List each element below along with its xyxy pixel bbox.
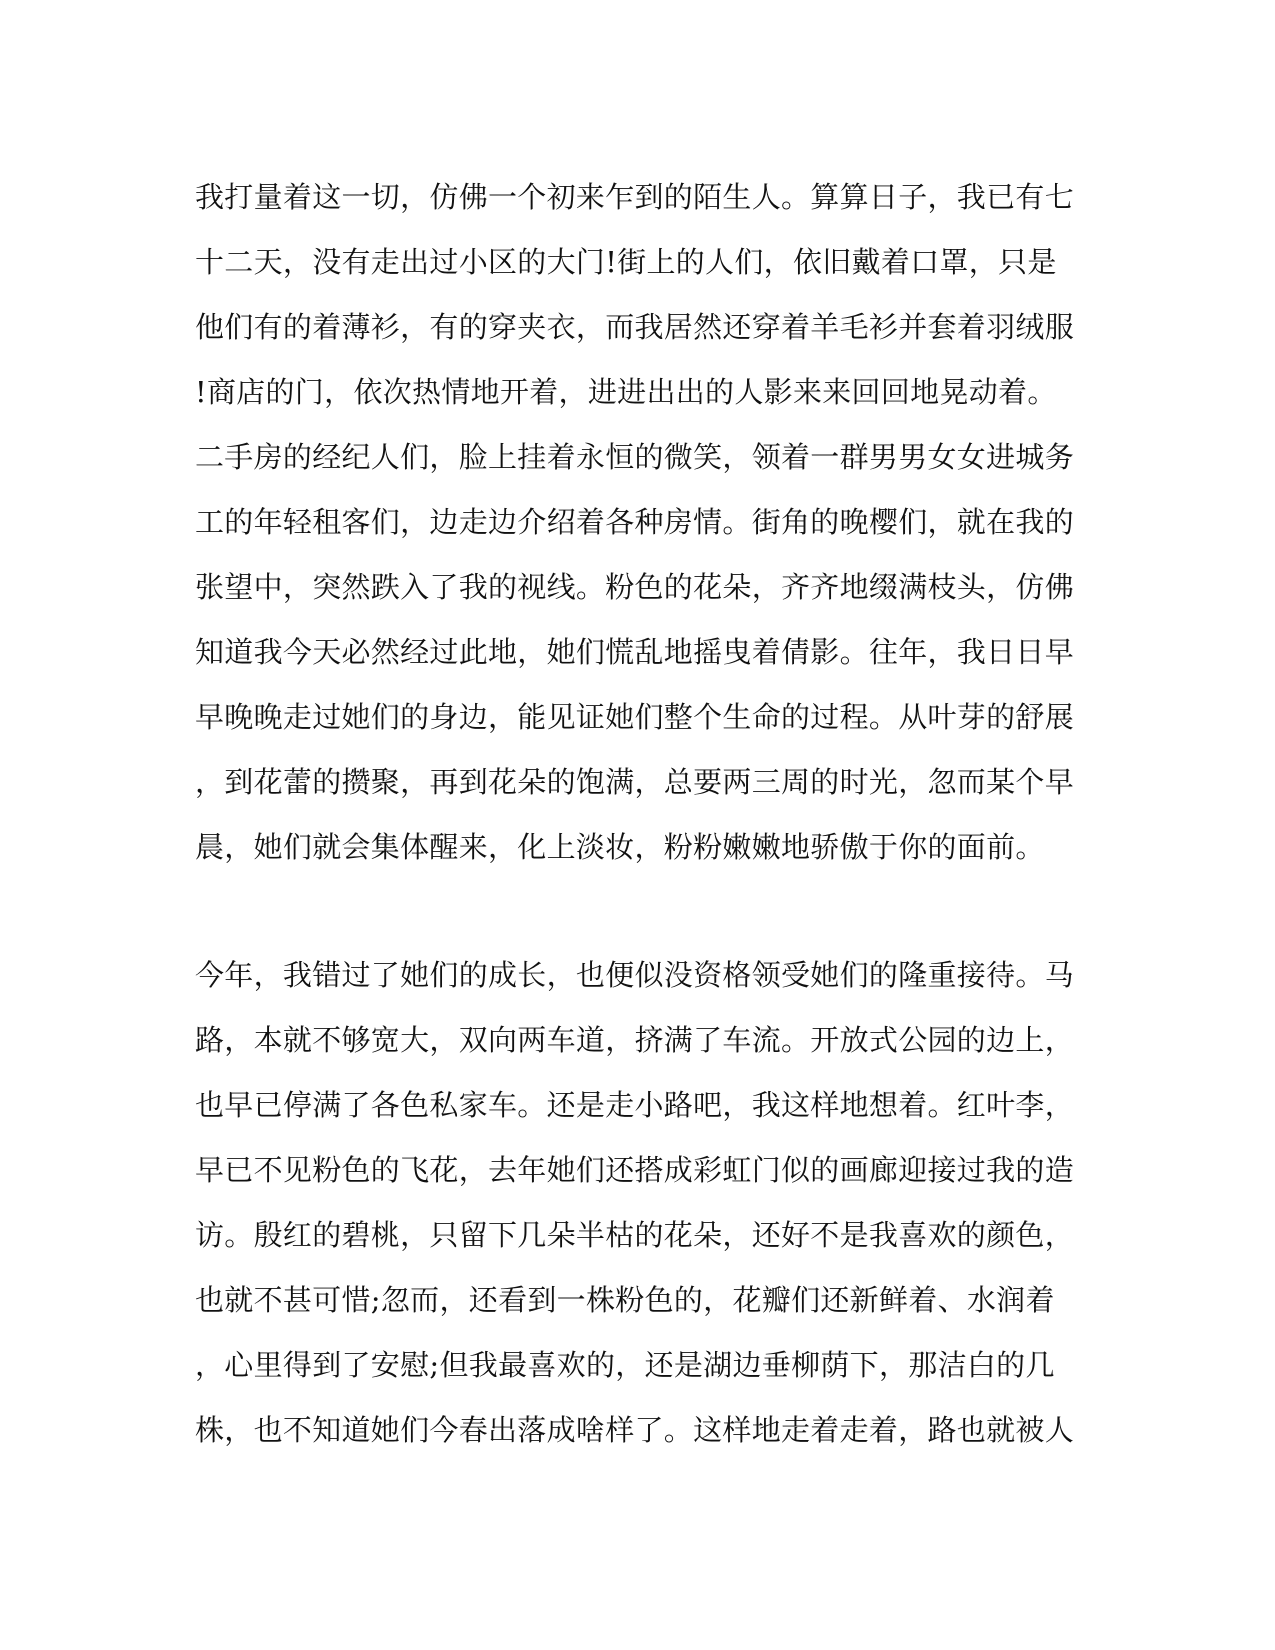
text-line: 工的年轻租客们，边走边介绍着各种房情。街角的晚樱们，就在我的 [195,505,1075,539]
text-line: 也就不甚可惜;忽而，还看到一株粉色的，花瓣们还新鲜着、水润着 [195,1283,1055,1317]
text-line: 十二天，没有走出过小区的大门!街上的人们，依旧戴着口罩，只是 [195,245,1057,279]
text-line: 二手房的经纪人们，脸上挂着永恒的微笑，领着一群男男女女进城务 [195,440,1075,474]
text-line: 我打量着这一切，仿佛一个初来乍到的陌生人。算算日子，我已有七 [195,180,1075,214]
text-line: 今年，我错过了她们的成长，也便似没资格领受她们的隆重接待。马 [195,958,1075,992]
text-line: 早已不见粉色的飞花，去年她们还搭成彩虹门似的画廊迎接过我的造 [195,1153,1075,1187]
text-line: ，心里得到了安慰;但我最喜欢的，还是湖边垂柳荫下，那洁白的几 [195,1348,1055,1382]
text-line: 他们有的着薄衫，有的穿夹衣，而我居然还穿着羊毛衫并套着羽绒服 [195,310,1075,344]
text-line: 晨，她们就会集体醒来，化上淡妆，粉粉嫩嫩地骄傲于你的面前。 [195,830,1045,864]
text-line: 张望中，突然跌入了我的视线。粉色的花朵，齐齐地缀满枝头，仿佛 [195,570,1075,604]
text-line: 也早已停满了各色私家车。还是走小路吧，我这样地想着。红叶李， [195,1088,1075,1122]
text-line: 早晚晚走过她们的身边，能见证她们整个生命的过程。从叶芽的舒展 [195,700,1075,734]
text-line: 访。殷红的碧桃，只留下几朵半枯的花朵，还好不是我喜欢的颜色， [195,1218,1075,1252]
text-line: 路，本就不够宽大，双向两车道，挤满了车流。开放式公园的边上， [195,1023,1075,1057]
text-line: ，到花蕾的攒聚，再到花朵的饱满，总要两三周的时光，忽而某个早 [195,765,1075,799]
text-line: !商店的门，依次热情地开着，进进出出的人影来来回回地晃动着。 [195,375,1057,409]
text-line: 知道我今天必然经过此地，她们慌乱地摇曳着倩影。往年，我日日早 [195,635,1075,669]
paragraph-1 [195,165,1075,880]
paragraph-2 [195,943,1075,1463]
text-line: 株，也不知道她们今春出落成啥样了。这样地走着走着，路也就被人 [195,1413,1075,1447]
